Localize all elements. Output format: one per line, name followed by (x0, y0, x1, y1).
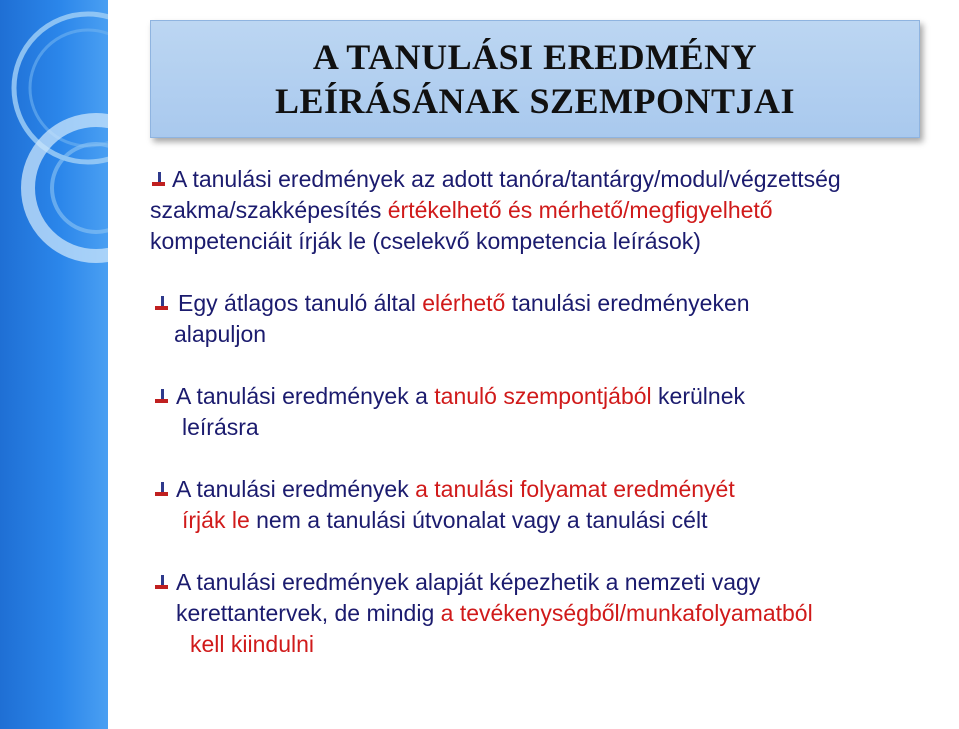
bullet-marker-icon (152, 172, 165, 186)
bullet-3-line-1 (176, 381, 959, 412)
bullet-marker-icon (155, 389, 168, 403)
bullet-5-line-3 (190, 629, 959, 660)
bullet-2-text-c: tanulási eredményeken (505, 290, 750, 316)
bullet-2-text-a: Egy átlagos tanuló által (178, 290, 423, 316)
decorative-sidebar (0, 0, 108, 729)
bullet-1-text-b: szakma/szakképesítés (150, 197, 388, 223)
bullet-3-text-d: leírásra (182, 414, 259, 440)
bullet-2-line-1 (178, 288, 959, 319)
bullet-item-4 (176, 474, 959, 536)
bullet-1-text-c: kompetenciáit írják le (cselekvő kompetencia leírások) (150, 228, 701, 254)
bullet-4-line-2 (182, 505, 959, 536)
bullet-4-text-a: A tanulási eredmények (176, 476, 416, 502)
bullet-5-highlight-2: kell kiindulni (190, 631, 315, 657)
bullet-2-highlight: elérhető (422, 290, 506, 316)
bullet-item-3 (176, 381, 959, 443)
bullet-item-1 (150, 164, 959, 257)
bullet-5-line-2 (176, 598, 959, 629)
bullet-1-text-a: A tanulási eredmények az adott tanóra/tantárgy/modul/végzettség (172, 166, 841, 192)
bullet-3-highlight: tanuló szempontjából (434, 383, 652, 409)
bullet-5-highlight-1: a tevékenységből/munkafolyamatból (440, 600, 813, 626)
bullet-marker-icon (155, 575, 168, 589)
bullet-4-text-b: nem a tanulási útvonalat vagy a tanulási célt (249, 507, 708, 533)
bullet-4-line-1 (176, 474, 959, 505)
title-line-2: LEÍRÁSÁNAK SZEMPONTJAI (274, 81, 796, 121)
bullet-3-text-a: A tanulási eredmények a (176, 383, 435, 409)
bullet-5-text-b: kerettantervek, de mindig (176, 600, 441, 626)
bullet-3-line-2 (182, 412, 959, 443)
title-line-1: A TANULÁSI EREDMÉNY (312, 37, 758, 77)
bullet-4-highlight-1: a tanulási folyamat eredményét (415, 476, 735, 502)
bullet-item-2 (174, 288, 959, 350)
bullet-item-5 (176, 567, 959, 660)
bullet-marker-icon (155, 482, 168, 496)
bullet-list (150, 164, 959, 660)
bullet-5-text-a: A tanulási eredmények alapját képezhetik a nemzeti vagy (176, 569, 761, 595)
bullet-3-text-c: kerülnek (651, 383, 745, 409)
bullet-1-line-2 (150, 195, 959, 226)
title-box (150, 20, 920, 138)
bullet-marker-icon (155, 296, 168, 310)
bullet-1-line-3 (150, 226, 959, 257)
bullet-4-highlight-2: írják le (182, 507, 250, 533)
bullet-2-text-d: alapuljon (174, 321, 267, 347)
bullet-1-highlight: értékelhető és mérhető/megfigyelhető (387, 197, 773, 223)
bullet-1-line-1 (172, 164, 959, 195)
bullet-2-line-2 (174, 319, 959, 350)
bullet-5-line-1 (176, 567, 959, 598)
sidebar-arcs-icon (0, 0, 108, 729)
